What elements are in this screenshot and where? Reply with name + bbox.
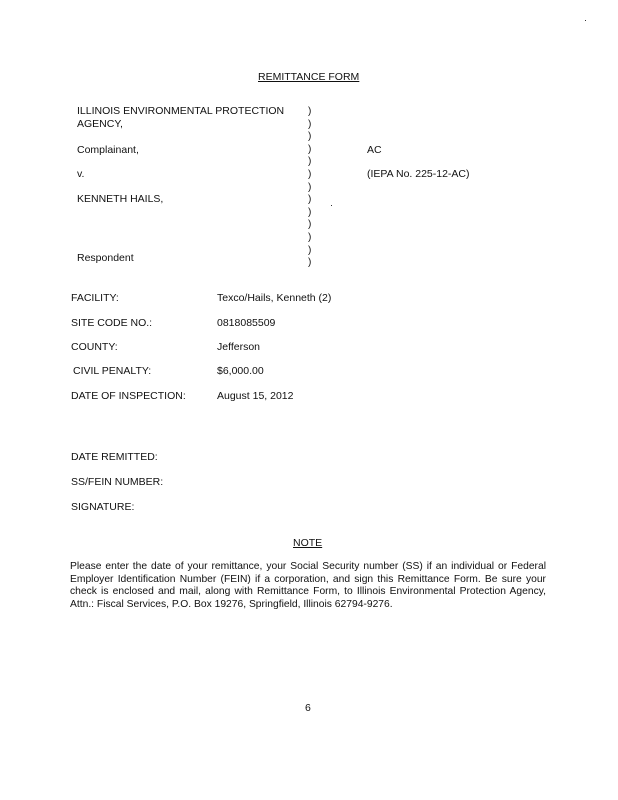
note-title: NOTE xyxy=(293,537,323,549)
note-body: Please enter the date of your remittance, your Social Security number (SS) if an individual or Federal Employer Identification Number (FEIN) if a corporation, and sign this Remittance Form. Be sure your check is enclosed and mail, along with Remittance Form, to Illinois Environmental Protection Agency, Attn.: Fiscal Services, P.O. Box 19276, Springfield, Illinois 62794-9276. xyxy=(70,561,546,610)
civil-penalty-value: $6,000.00 xyxy=(217,365,264,377)
ss-fein-label: SS/FEIN NUMBER: xyxy=(71,476,164,488)
plaintiff-name-line2: AGENCY, xyxy=(77,118,123,130)
facility-label: FACILITY: xyxy=(71,292,119,304)
signature-label: SIGNATURE: xyxy=(71,501,135,513)
caption-parenthesis-column: ) ) ) ) ) ) ) ) ) ) ) ) ) xyxy=(308,106,312,269)
case-number: (IEPA No. 225-12-AC) xyxy=(367,168,470,180)
site-code-label: SITE CODE NO.: xyxy=(71,317,153,329)
facility-value: Texco/Hails, Kenneth (2) xyxy=(217,292,332,304)
versus-label: v. xyxy=(77,168,85,180)
case-type: AC xyxy=(367,144,382,156)
form-title: REMITTANCE FORM xyxy=(258,71,360,83)
inspection-date-label: DATE OF INSPECTION: xyxy=(71,390,186,402)
scan-speck xyxy=(585,20,586,21)
plaintiff-name-line1: ILLINOIS ENVIRONMENTAL PROTECTION xyxy=(77,105,285,117)
civil-penalty-label: CIVIL PENALTY: xyxy=(73,365,152,377)
scan-speck xyxy=(331,205,332,206)
county-label: COUNTY: xyxy=(71,341,118,353)
county-value: Jefferson xyxy=(217,341,260,353)
inspection-date-value: August 15, 2012 xyxy=(217,390,294,402)
respondent-name: KENNETH HAILS, xyxy=(77,193,164,205)
site-code-value: 0818085509 xyxy=(217,317,276,329)
page-number: 6 xyxy=(305,702,311,714)
respondent-label: Respondent xyxy=(77,252,134,264)
date-remitted-label: DATE REMITTED: xyxy=(71,451,158,463)
complainant-label: Complainant, xyxy=(77,144,139,156)
